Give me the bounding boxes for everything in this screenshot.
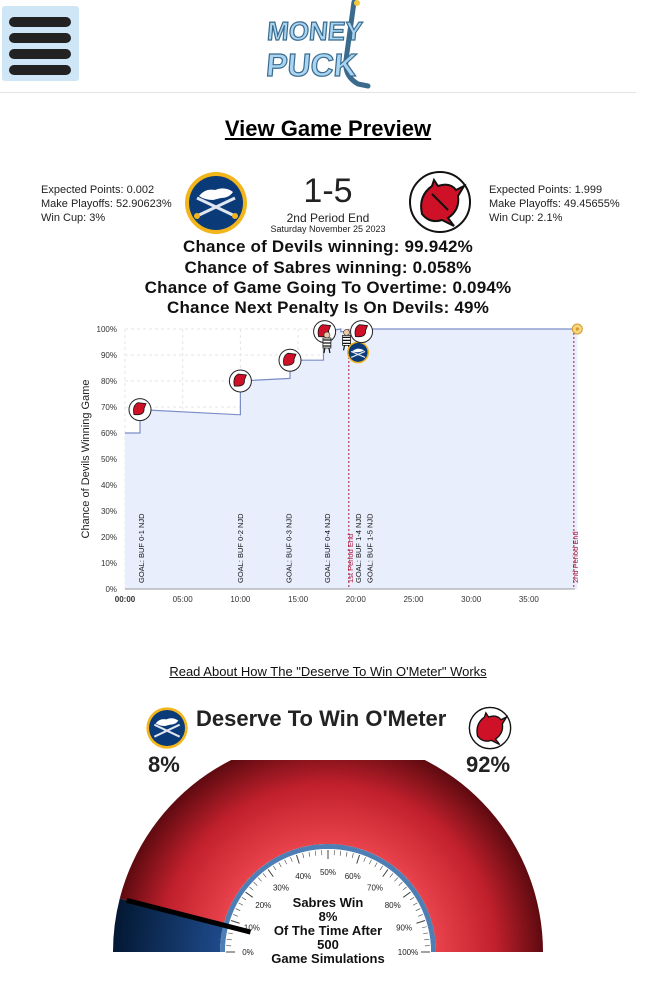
devils-goal-marker-icon[interactable] — [229, 370, 251, 392]
y-tick-label: 10% — [100, 559, 117, 568]
gauge-scale-label: 10% — [243, 923, 260, 933]
hamburger-menu-icon — [9, 33, 71, 43]
x-tick-label: 35:00 — [518, 595, 539, 604]
goal-event-label: GOAL: BUF 0-1 NJD — [137, 513, 146, 583]
x-tick-label: 15:00 — [288, 595, 309, 604]
game-end-marker-icon[interactable] — [572, 324, 582, 334]
devils-goal-marker-icon[interactable] — [351, 321, 373, 343]
hamburger-menu-icon — [9, 17, 71, 27]
center-line-5: Game Simulations — [271, 951, 385, 966]
gauge-scale-label: 50% — [319, 868, 337, 877]
overtime-chance: Chance of Game Going To Overtime: 0.094% — [144, 278, 512, 297]
away-deserve-pct: 8% — [148, 752, 180, 777]
home-team-stats — [489, 183, 620, 225]
y-tick-label: 50% — [100, 455, 117, 464]
gauge-scale-label: 20% — [255, 900, 272, 910]
y-tick-label: 20% — [100, 533, 117, 542]
gauge-scale-label: 0% — [242, 948, 254, 957]
goal-event-label: GOAL: BUF 0-4 NJD — [322, 513, 332, 583]
y-tick-label: 60% — [100, 429, 117, 438]
sabres-win-chance: Chance of Sabres winning: 0.058% — [184, 258, 472, 277]
gauge-scale-label: 100% — [397, 948, 419, 957]
y-tick-label: 0% — [105, 585, 117, 594]
away-expected-points: Expected Points: 0.002 — [41, 184, 155, 196]
logo-text-puck: PUCK — [264, 47, 359, 83]
center-line-2: 8% — [318, 909, 338, 924]
x-tick-label: 25:00 — [403, 595, 424, 604]
gauge-scale-label: 30% — [272, 883, 289, 893]
goal-event-label: GOAL: BUF 0-3 NJD — [284, 513, 294, 583]
goal-event-label: GOAL: BUF 1-4 NJD — [353, 513, 363, 583]
penalty-chance: Chance Next Penalty Is On Devils: 49% — [166, 298, 490, 317]
game-date: Saturday November 25 2023 — [270, 224, 386, 234]
home-make-playoffs: Make Playoffs: 49.45655% — [489, 198, 620, 210]
gauge-scale-label: 40% — [295, 871, 312, 881]
devils-logo-icon — [408, 170, 472, 234]
devils-goal-marker-icon[interactable] — [129, 399, 151, 421]
devils-logo-icon — [468, 706, 512, 750]
y-axis-label: Chance of Devils Winning Game — [80, 379, 92, 539]
center-line-4: 500 — [317, 937, 339, 952]
x-tick-label: 10:00 — [230, 595, 251, 604]
game-score: 1-5 — [303, 172, 353, 210]
y-tick-label: 30% — [100, 507, 117, 516]
y-tick-label: 80% — [100, 377, 117, 386]
gauge-scale-label: 60% — [344, 871, 361, 881]
x-tick-label: 20:00 — [345, 595, 366, 604]
y-tick-label: 70% — [100, 403, 117, 412]
win-probability-chart[interactable] — [0, 316, 656, 608]
view-game-preview-link[interactable]: View Game Preview — [224, 116, 432, 141]
away-make-playoffs: Make Playoffs: 52.90623% — [41, 198, 172, 210]
period-end-label: 2nd Period End — [570, 531, 580, 583]
gauge-scale-label: 80% — [384, 900, 401, 910]
home-expected-points: Expected Points: 1.999 — [489, 184, 603, 196]
meter-title: Deserve To Win O'Meter — [196, 706, 447, 731]
center-line-3: Of The Time After — [273, 923, 383, 938]
y-tick-label: 40% — [100, 481, 117, 490]
x-tick-label: 00:00 — [114, 595, 136, 604]
devils-win-chance: Chance of Devils winning: 99.942% — [182, 237, 473, 256]
devils-goal-marker-icon[interactable] — [279, 349, 301, 371]
moneypuck-logo[interactable] — [262, 0, 372, 92]
gauge-scale-label: 90% — [396, 923, 413, 933]
sabres-logo-icon — [183, 170, 249, 236]
home-win-cup: Win Cup: 2.1% — [489, 212, 563, 224]
y-tick-label: 90% — [100, 351, 117, 360]
home-deserve-pct: 92% — [466, 752, 511, 777]
center-line-1: Sabres Win — [292, 895, 364, 910]
period-end-label: 1st Period End — [345, 533, 355, 583]
read-about-meter-link[interactable]: Read About How The "Deserve To Win O'Meter" Works — [169, 664, 487, 679]
hamburger-menu-icon — [9, 49, 71, 59]
game-period: 2nd Period End — [286, 211, 370, 225]
away-team-stats — [41, 183, 172, 225]
away-win-cup: Win Cup: 3% — [41, 212, 106, 224]
gauge-scale-label: 70% — [367, 883, 384, 893]
x-tick-label: 30:00 — [461, 595, 482, 604]
goal-event-label: GOAL: BUF 0-2 NJD — [236, 513, 246, 583]
menu-button[interactable] — [2, 6, 79, 81]
x-tick-label: 05:00 — [172, 595, 193, 604]
hamburger-menu-icon — [9, 65, 71, 75]
header-divider — [0, 92, 636, 93]
logo-text-money: MONEY — [265, 16, 364, 46]
sabres-goal-marker-icon[interactable] — [347, 341, 369, 363]
gauge-center-text — [228, 896, 428, 966]
goal-event-label: GOAL: BUF 1-5 NJD — [365, 513, 375, 583]
sabres-logo-icon — [145, 706, 189, 750]
y-tick-label: 100% — [96, 325, 117, 334]
